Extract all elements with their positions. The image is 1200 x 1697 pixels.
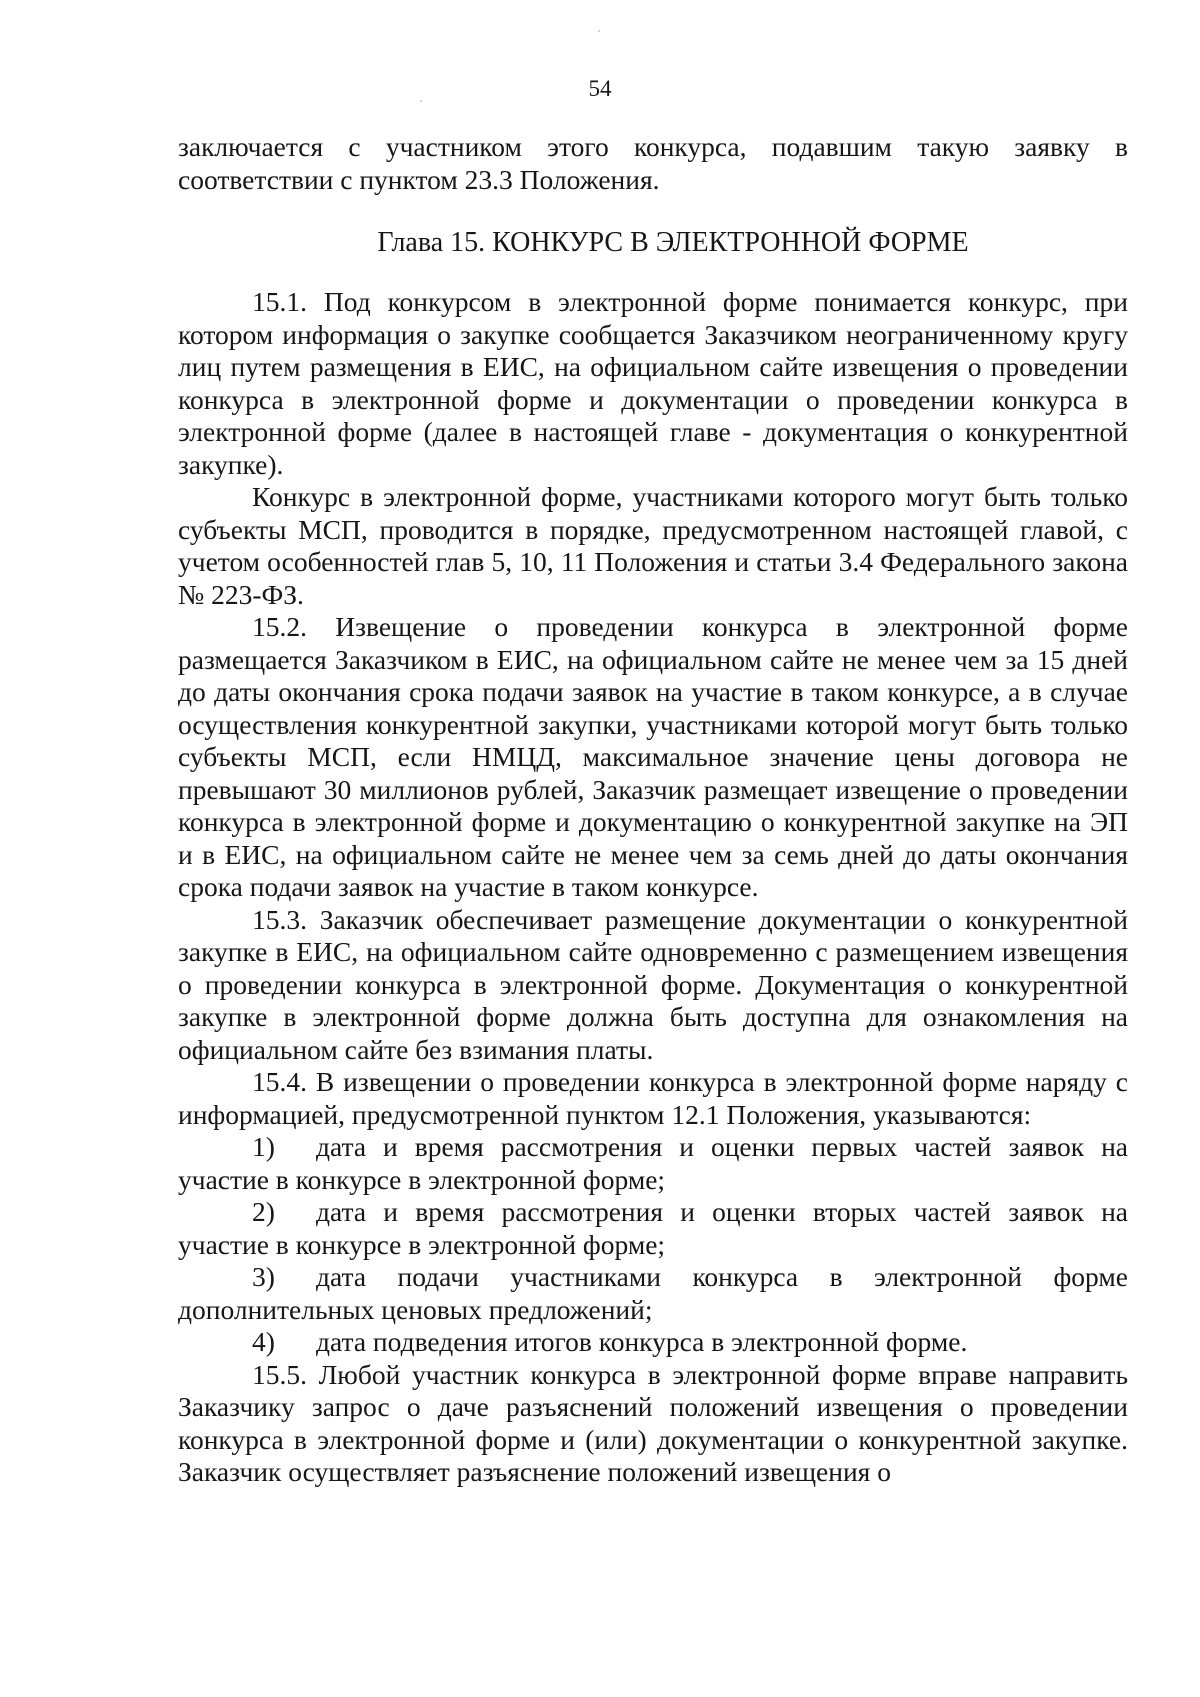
- list-item-number: 2): [252, 1196, 275, 1227]
- paragraph-15-2: 15.2. Извещение о проведении конкурса в электронной форме размещается Заказчиком в ЕИС, на официальном сайте не менее чем за 15 дней до даты окончания срока подачи заявок на участие в таком конкурсе, а в случае осуществления конкурентной закупки, участниками которой могут быть только субъекты МСП, если НМЦД, максимальное значение цены договора не превышают 30 миллионов рублей, Заказчик размещает извещение о проведении конкурса в электронной форме и документацию о конкурентной закупке на ЭП и в ЕИС, на официальном сайте не менее чем за семь дней до даты окончания срока подачи заявок на участие в таком конкурсе.: [178, 611, 1128, 902]
- list-item-text: дата и время рассмотрения и оценки вторых частей заявок на участие в конкурсе в электронной форме;: [178, 1196, 1128, 1260]
- list-item-number: 1): [252, 1131, 275, 1162]
- list-item: [178, 1326, 1128, 1359]
- paragraph-continuation: заключается с участником этого конкурса, подавшим такую заявку в соответствии с пунктом 23.3 Положения.: [178, 131, 1128, 195]
- paragraph-15-1: 15.1. Под конкурсом в электронной форме понимается конкурс, при котором информация о закупке сообщается Заказчиком неограниченному кругу лиц путем размещения в ЕИС, на официальном сайте извещения о проведении конкурса в электронной форме и документации о проведении конкурса в электронной форме (далее в настоящей главе - документация о конкурентной закупке).: [178, 286, 1128, 480]
- list-item: [178, 1131, 1128, 1196]
- chapter-title: Глава 15. КОНКУРС В ЭЛЕКТРОННОЙ ФОРМЕ: [377, 227, 969, 258]
- paragraph-15-5: 15.5. Любой участник конкурса в электронной форме вправе направить Заказчику запрос о даче разъяснений положений извещения о проведении конкурса в электронной форме и (или) документации о конкурентной закупке. Заказчик осуществляет разъяснение положений извещения о: [178, 1358, 1128, 1487]
- list-item-number: 3): [252, 1261, 275, 1292]
- page-number: 54: [588, 76, 612, 101]
- list-item-text: дата подведения итогов конкурса в электронной форме.: [316, 1326, 968, 1357]
- list-item-text: дата подачи участниками конкурса в электронной форме дополнительных ценовых предложений;: [178, 1261, 1128, 1325]
- scan-artifact: [598, 30, 600, 32]
- list-item-number: 4): [252, 1326, 275, 1357]
- list-item: [178, 1196, 1128, 1261]
- list-item: [178, 1261, 1128, 1326]
- document-body: [178, 131, 1128, 1489]
- paragraph-15-3: 15.3. Заказчик обеспечивает размещение документации о конкурентной закупке в ЕИС, на официальном сайте одновременно с размещением извещения о проведении конкурса в электронной форме. Документация о конкурентной закупке в электронной форме должна быть доступна для ознакомления на официальном сайте без взимания платы.: [178, 903, 1128, 1065]
- list-item-text: дата и время рассмотрения и оценки первых частей заявок на участие в конкурсе в электронной форме;: [178, 1131, 1128, 1195]
- paragraph-15-4: 15.4. В извещении о проведении конкурса в электронной форме наряду с информацией, предусмотренной пунктом 12.1 Положения, указываются:: [178, 1066, 1128, 1130]
- paragraph-15-1-msp: Конкурс в электронной форме, участниками которого могут быть только субъекты МСП, проводится в порядке, предусмотренном настоящей главой, с учетом особенностей глав 5, 10, 11 Положения и статьи 3.4 Федерального закона № 223-ФЗ.: [178, 481, 1128, 610]
